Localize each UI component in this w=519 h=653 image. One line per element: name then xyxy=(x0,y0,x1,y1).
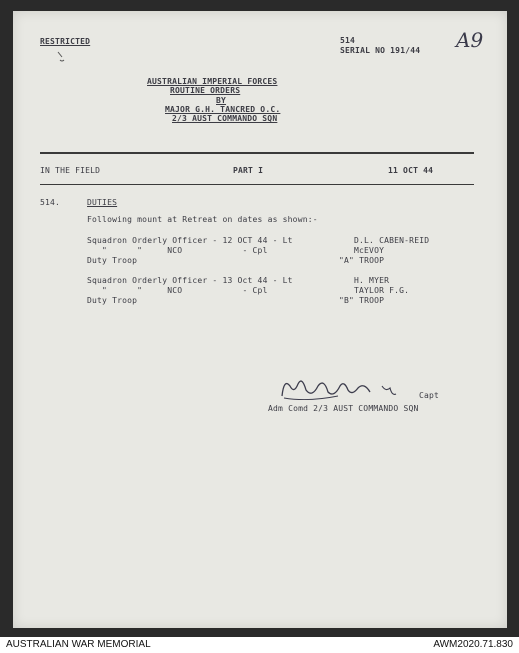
title-line-1: AUSTRALIAN IMPERIAL FORCES xyxy=(147,77,278,86)
row-5-right: TAYLOR F.G. xyxy=(354,286,410,295)
row-3-right: "A" TROOP xyxy=(339,256,385,265)
part-label: PART I xyxy=(233,166,264,175)
header-rule xyxy=(40,152,474,154)
row-2-left: " " NCO - Cpl xyxy=(87,246,268,255)
row-2-right: McEVOY xyxy=(354,246,385,255)
row-6-left: Duty Troop xyxy=(87,296,138,305)
archive-footer xyxy=(0,637,519,653)
section-rule xyxy=(40,184,474,185)
intro-text: Following mount at Retreat on dates as shown:- xyxy=(87,215,318,224)
page-mark: A9 xyxy=(456,28,484,52)
row-3-left: Duty Troop xyxy=(87,256,138,265)
title-line-5: 2/3 AUST COMMANDO SQN xyxy=(172,114,278,123)
order-number: 514 xyxy=(340,36,356,45)
row-6-right: "B" TROOP xyxy=(339,296,385,305)
row-4-right: H. MYER xyxy=(354,276,390,285)
footer-institution: AUSTRALIAN WAR MEMORIAL xyxy=(6,639,151,650)
title-line-2: ROUTINE ORDERS xyxy=(170,86,241,95)
signature-line: Adm Comd 2/3 AUST COMMANDO SQN xyxy=(268,404,419,413)
row-4-left: Squadron Orderly Officer - 13 Oct 44 - Lt xyxy=(87,276,293,285)
row-1-left: Squadron Orderly Officer - 12 OCT 44 - Lt xyxy=(87,236,293,245)
title-line-4: MAJOR G.H. TANCRED O.C. xyxy=(165,105,281,114)
document-page xyxy=(13,11,507,628)
serial-number: SERIAL NO 191/44 xyxy=(340,46,421,55)
row-1-right: D.L. CABEN-REID xyxy=(354,236,430,245)
item-heading: DUTIES xyxy=(87,198,118,207)
title-line-3: BY xyxy=(216,96,227,105)
location: IN THE FIELD xyxy=(40,166,101,175)
signature-rank: Capt xyxy=(419,391,440,400)
pen-mark-icon xyxy=(56,50,68,64)
item-number: 514. xyxy=(40,198,61,207)
classification-stamp: RESTRICTED xyxy=(40,37,91,46)
order-date: 11 OCT 44 xyxy=(388,166,434,175)
footer-accession-number: AWM2020.71.830 xyxy=(433,639,513,650)
handwritten-signature xyxy=(278,372,398,404)
row-5-left: " " NCO - Cpl xyxy=(87,286,268,295)
